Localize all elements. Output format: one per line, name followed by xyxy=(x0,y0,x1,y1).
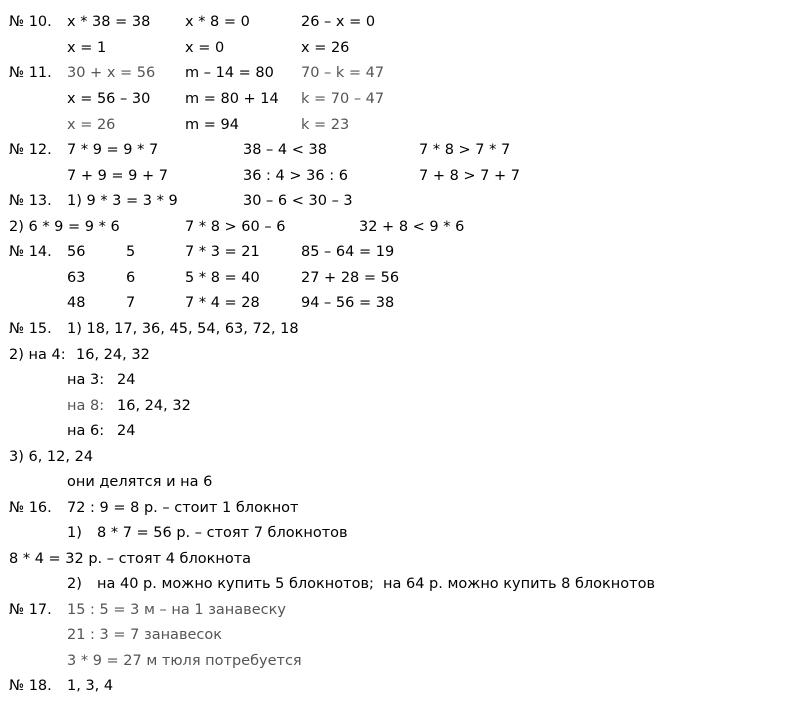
comparison: 32 + 8 < 9 * 6 xyxy=(359,219,465,235)
number: 63 xyxy=(67,270,86,286)
comparison: 7 + 9 = 9 + 7 xyxy=(67,168,169,184)
number: 7 xyxy=(126,295,136,311)
equation: x * 38 = 38 xyxy=(67,14,151,30)
solution-step: 21 : 3 = 7 занавесок xyxy=(67,627,223,643)
equation: 70 – k = 47 xyxy=(301,65,385,81)
task-number-12: № 12. xyxy=(9,142,52,158)
number: 56 xyxy=(67,244,86,260)
comparison: 7 * 8 > 60 – 6 xyxy=(185,219,286,235)
solution: k = 23 xyxy=(301,117,350,133)
solution-step: 8 * 7 = 56 р. – стоят 7 блокнотов xyxy=(97,525,348,541)
number-list: 16, 24, 32 xyxy=(76,347,150,363)
solution-step: x = 56 – 30 xyxy=(67,91,151,107)
task-number-14: № 14. xyxy=(9,244,52,260)
answer: на 64 р. можно купить 8 блокнотов xyxy=(383,576,656,592)
equation: 94 – 56 = 38 xyxy=(301,295,395,311)
divisor-label: на 8: xyxy=(67,398,105,414)
equation: 26 – x = 0 xyxy=(301,14,376,30)
equation: 85 – 64 = 19 xyxy=(301,244,395,260)
comparison: 30 – 6 < 30 – 3 xyxy=(243,193,353,209)
solution-step: 8 * 4 = 32 р. – стоят 4 блокнота xyxy=(9,551,252,567)
number: 5 xyxy=(126,244,136,260)
equation: 5 * 8 = 40 xyxy=(185,270,260,286)
comparison: 7 * 8 > 7 * 7 xyxy=(419,142,511,158)
solution: x = 1 xyxy=(67,40,107,56)
solution-step: 3 * 9 = 27 м тюля потребуется xyxy=(67,653,302,669)
comparison: 7 * 9 = 9 * 7 xyxy=(67,142,159,158)
solution-step: m = 80 + 14 xyxy=(185,91,279,107)
comparison: 2) 6 * 9 = 9 * 6 xyxy=(9,219,120,235)
task-number-11: № 11. xyxy=(9,65,52,81)
equation: 27 + 28 = 56 xyxy=(301,270,400,286)
number-list: 16, 24, 32 xyxy=(117,398,191,414)
task-number-17: № 17. xyxy=(9,602,52,618)
equation: 30 + x = 56 xyxy=(67,65,156,81)
task-number-18: № 18. xyxy=(9,678,52,694)
step-label: 1) xyxy=(67,525,82,541)
comparison: 1) 9 * 3 = 3 * 9 xyxy=(67,193,178,209)
number-list: 24 xyxy=(117,372,136,388)
number-list: 1) 18, 17, 36, 45, 54, 63, 72, 18 xyxy=(67,321,299,337)
step-label: 2) xyxy=(67,576,82,592)
number: 48 xyxy=(67,295,86,311)
explanation: они делятся и на 6 xyxy=(67,474,213,490)
equation: 7 * 4 = 28 xyxy=(185,295,260,311)
solution-step: k = 70 – 47 xyxy=(301,91,385,107)
number: 6 xyxy=(126,270,136,286)
equation: m – 14 = 80 xyxy=(185,65,274,81)
solution: x = 26 xyxy=(67,117,116,133)
comparison: 38 – 4 < 38 xyxy=(243,142,327,158)
number-list: 24 xyxy=(117,423,136,439)
divisor-label: 2) на 4: xyxy=(9,347,66,363)
solution: x = 26 xyxy=(301,40,350,56)
equation: 7 * 3 = 21 xyxy=(185,244,260,260)
solution-step: 72 : 9 = 8 р. – стоит 1 блокнот xyxy=(67,500,299,516)
answer: 1, 3, 4 xyxy=(67,678,114,694)
equation: x * 8 = 0 xyxy=(185,14,250,30)
divisor-label: на 6: xyxy=(67,423,105,439)
solution: x = 0 xyxy=(185,40,225,56)
task-number-10: № 10. xyxy=(9,14,52,30)
answer: на 40 р. можно купить 5 блокнотов; xyxy=(97,576,374,592)
task-number-15: № 15. xyxy=(9,321,52,337)
comparison: 7 + 8 > 7 + 7 xyxy=(419,168,521,184)
comparison: 36 : 4 > 36 : 6 xyxy=(243,168,348,184)
number-list: 3) 6, 12, 24 xyxy=(9,449,94,465)
solution-step: 15 : 5 = 3 м – на 1 занавеску xyxy=(67,602,286,618)
task-number-13: № 13. xyxy=(9,193,52,209)
task-number-16: № 16. xyxy=(9,500,52,516)
solution: m = 94 xyxy=(185,117,239,133)
divisor-label: на 3: xyxy=(67,372,105,388)
